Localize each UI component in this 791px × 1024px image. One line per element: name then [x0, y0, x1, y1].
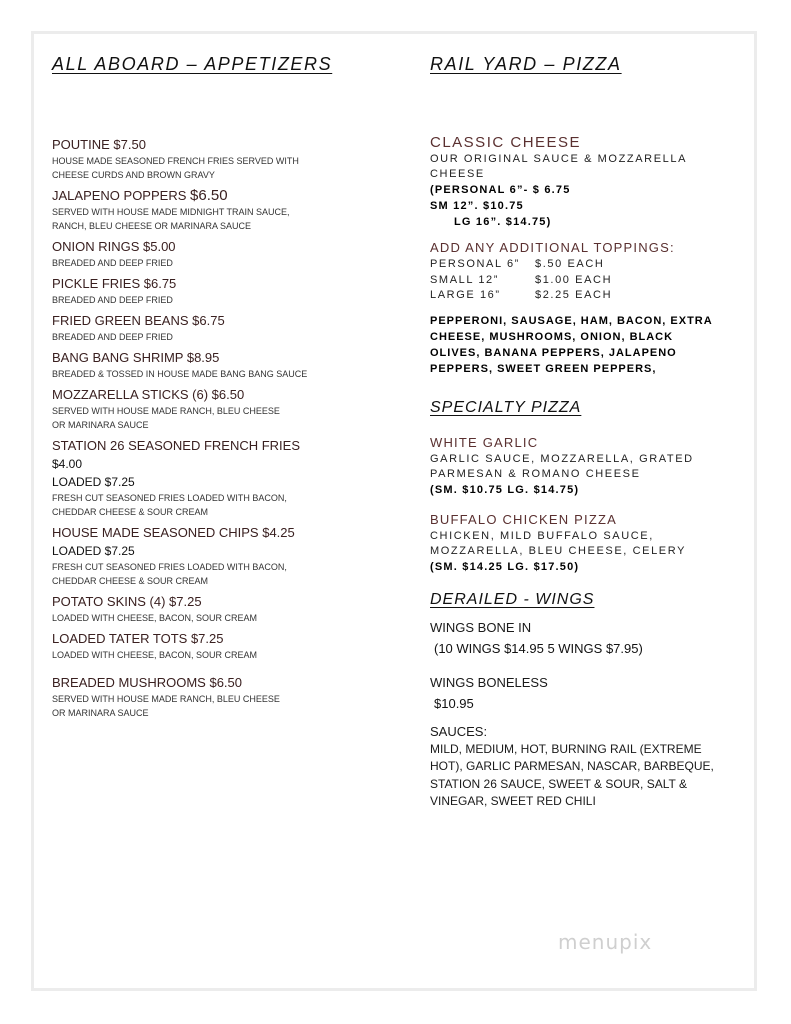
wings-boneless-price: $10.95: [434, 695, 474, 711]
item-name: ONION RINGS $5.00: [52, 239, 176, 254]
specialty-heading: SPECIALTY PIZZA: [430, 398, 582, 416]
item-desc: BREADED AND DEEP FRIED: [52, 295, 173, 305]
classic-cheese-block: [430, 133, 760, 230]
watermark: menupix: [558, 930, 653, 954]
item-desc: LOADED WITH CHEESE, BACON, SOUR CREAM: [52, 613, 258, 623]
buffalo-chicken-price: (SM. $14.25 LG. $17.50): [430, 560, 580, 573]
topping-price-row: [430, 273, 760, 289]
item-desc: SERVED WITH HOUSE MADE RANCH, BLEU CHEESE: [52, 406, 280, 416]
menu-item-fried-green-beans: [52, 312, 382, 344]
item-name: HOUSE MADE SEASONED CHIPS $4.25: [52, 525, 295, 540]
item-name-text: JALAPENO POPPERS: [52, 188, 187, 203]
classic-cheese-desc: CHEESE: [430, 168, 485, 180]
sauces-list: STATION 26 SAUCE, SWEET & SOUR, SALT &: [430, 776, 687, 791]
topping-price-row: [430, 257, 760, 273]
item-name: STATION 26 SEASONED FRENCH FRIES: [52, 438, 301, 453]
classic-cheese-title: CLASSIC CHEESE: [430, 134, 582, 151]
item-desc: OR MARINARA SAUCE: [52, 420, 149, 430]
menu-item-bang-bang-shrimp: [52, 349, 382, 381]
item-name: BANG BANG SHRIMP $8.95: [52, 350, 220, 365]
item-name: [52, 187, 382, 205]
item-desc: RANCH, BLEU CHEESE OR MARINARA SAUCE: [52, 221, 252, 231]
pizza-column: [430, 52, 760, 811]
topping-list: PEPPERONI, SAUSAGE, HAM, BACON, EXTRA: [430, 314, 713, 327]
topping-price: $.50 EACH: [535, 258, 605, 270]
buffalo-chicken-block: [430, 510, 760, 575]
item-desc: LOADED WITH CHEESE, BACON, SOUR CREAM: [52, 650, 258, 660]
buffalo-chicken-title: BUFFALO CHICKEN PIZZA: [430, 511, 618, 527]
item-desc: SERVED WITH HOUSE MADE MIDNIGHT TRAIN SAUCE,: [52, 207, 290, 217]
menu-item-loaded-tater-tots: [52, 630, 382, 662]
item-price: $4.00: [52, 457, 83, 471]
appetizers-heading: ALL ABOARD – APPETIZERS: [52, 54, 333, 74]
buffalo-chicken-desc: CHICKEN, MILD BUFFALO SAUCE,: [430, 529, 654, 542]
classic-cheese-price: LG 16”. $14.75): [454, 216, 552, 228]
item-name: POUTINE $7.50: [52, 137, 146, 152]
topping-price: $2.25 EACH: [535, 289, 613, 301]
menu-item-station-26-fries: [52, 437, 382, 519]
wings-bone-in-label: WINGS BONE IN: [430, 619, 532, 635]
white-garlic-title: WHITE GARLIC: [430, 434, 539, 450]
classic-cheese-price: SM 12”. $10.75: [430, 200, 524, 212]
appetizers-column: [52, 52, 382, 725]
topping-list: OLIVES, BANANA PEPPERS, JALAPENO: [430, 346, 677, 359]
menu-item-poutine: [52, 136, 382, 182]
white-garlic-desc: GARLIC SAUCE, MOZZARELLA, GRATED: [430, 452, 694, 465]
item-desc: BREADED & TOSSED IN HOUSE MADE BANG BANG SAUCE: [52, 369, 308, 379]
item-desc: CHEDDAR CHEESE & SOUR CREAM: [52, 507, 209, 517]
item-price: $6.50: [190, 187, 228, 204]
menu-item-breaded-mushrooms: [52, 674, 382, 720]
buffalo-chicken-desc: MOZZARELLA, BLEU CHEESE, CELERY: [430, 544, 687, 557]
sauces-list: HOT), GARLIC PARMESAN, NASCAR, BARBEQUE,: [430, 759, 714, 773]
item-desc: BREADED AND DEEP FRIED: [52, 332, 173, 342]
sauces-label: SAUCES:: [430, 723, 488, 739]
item-desc: SERVED WITH HOUSE MADE RANCH, BLEU CHEESE: [52, 694, 280, 704]
topping-price-row: [430, 288, 760, 304]
item-name: POTATO SKINS (4) $7.25: [52, 594, 202, 609]
item-desc: BREADED AND DEEP FRIED: [52, 258, 173, 268]
item-name: MOZZARELLA STICKS (6) $6.50: [52, 387, 245, 402]
item-loaded-price: LOADED $7.25: [52, 544, 135, 558]
item-name: FRIED GREEN BEANS $6.75: [52, 313, 225, 328]
item-desc: CHEESE CURDS AND BROWN GRAVY: [52, 170, 215, 180]
sauces-list: VINEGAR, SWEET RED CHILI: [430, 794, 596, 808]
topping-size: SMALL 12”: [430, 273, 500, 286]
item-desc: FRESH CUT SEASONED FRIES LOADED WITH BACON,: [52, 562, 287, 572]
item-desc: OR MARINARA SAUCE: [52, 708, 149, 718]
sauces-list: MILD, MEDIUM, HOT, BURNING RAIL (EXTREME: [430, 741, 702, 756]
topping-price: $1.00 EACH: [535, 273, 613, 286]
topping-list: CHEESE, MUSHROOMS, ONION, BLACK: [430, 330, 674, 343]
item-name: LOADED TATER TOTS $7.25: [52, 631, 224, 646]
white-garlic-price: (SM. $10.75 LG. $14.75): [430, 483, 580, 496]
wings-boneless-label: WINGS BONELESS: [430, 674, 548, 690]
menu-item-jalapeno-poppers: [52, 187, 382, 233]
menu-item-pickle-fries: [52, 275, 382, 307]
wings-bone-in-price: (10 WINGS $14.95 5 WINGS $7.95): [434, 640, 643, 656]
menu-item-house-chips: [52, 524, 382, 588]
menu-item-potato-skins: [52, 593, 382, 625]
item-desc: HOUSE MADE SEASONED FRENCH FRIES SERVED WITH: [52, 156, 299, 166]
menu-item-mozzarella-sticks: [52, 386, 382, 432]
item-name: BREADED MUSHROOMS $6.50: [52, 675, 242, 690]
menu-item-onion-rings: [52, 238, 382, 270]
white-garlic-block: [430, 433, 760, 498]
topping-size: LARGE 16”: [430, 289, 501, 301]
topping-list: PEPPERS, SWEET GREEN PEPPERS,: [430, 362, 657, 375]
white-garlic-desc: PARMESAN & ROMANO CHEESE: [430, 467, 641, 480]
wings-heading: DERAILED - WINGS: [430, 590, 595, 608]
topping-size: PERSONAL 6”: [430, 258, 520, 270]
item-loaded-price: LOADED $7.25: [52, 475, 135, 489]
classic-cheese-price: (PERSONAL 6”- $ 6.75: [430, 184, 571, 196]
pizza-heading: RAIL YARD – PIZZA: [430, 54, 622, 74]
classic-cheese-desc: OUR ORIGINAL SAUCE & MOZZARELLA: [430, 153, 688, 165]
item-name: PICKLE FRIES $6.75: [52, 276, 177, 291]
toppings-title: ADD ANY ADDITIONAL TOPPINGS:: [430, 240, 675, 255]
item-desc: CHEDDAR CHEESE & SOUR CREAM: [52, 576, 209, 586]
item-desc: FRESH CUT SEASONED FRIES LOADED WITH BACON,: [52, 493, 287, 503]
